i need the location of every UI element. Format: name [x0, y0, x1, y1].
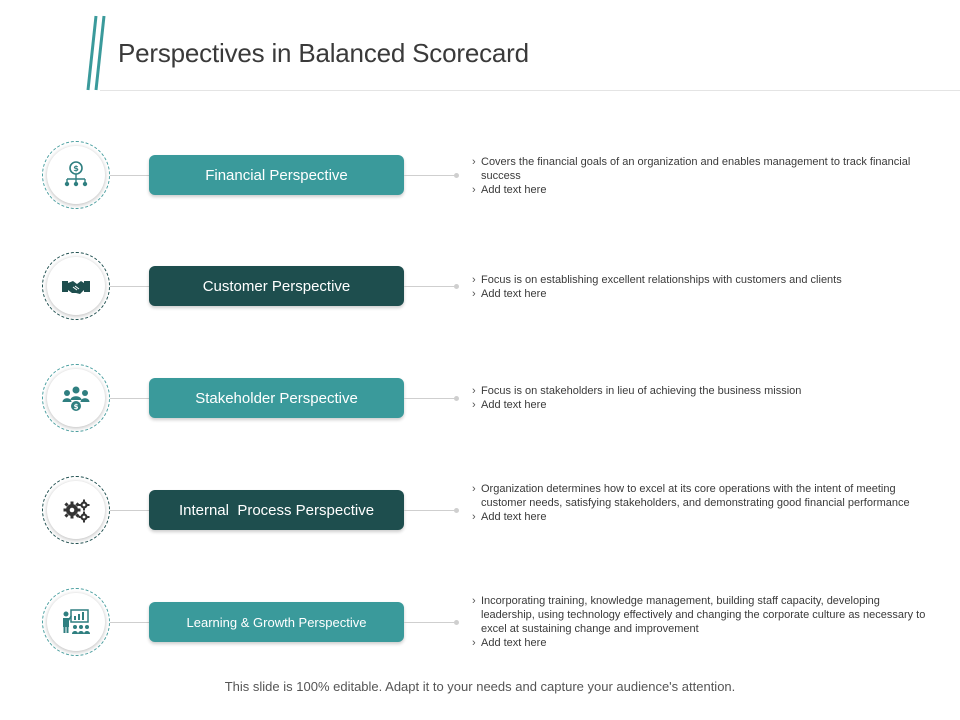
bullet-text: › Add text here [472, 510, 932, 524]
bullet-text: › Add text here [472, 398, 932, 412]
stakeholder-group-icon [61, 383, 91, 413]
icon-ring [42, 252, 110, 320]
bullet-text: › Add text here [472, 636, 932, 650]
gears-icon [61, 495, 91, 525]
icon-ring [42, 476, 110, 544]
perspective-row-customer [0, 252, 960, 322]
handshake-icon [61, 271, 91, 301]
bullet-text: › Add text here [472, 183, 932, 197]
perspective-row-internal-process [0, 476, 960, 546]
perspective-row-learning-growth [0, 588, 960, 658]
bullet-text: › Covers the financial goals of an organization and enables management to track financial success [472, 155, 932, 183]
perspective-row-financial [0, 141, 960, 211]
bullet-text: › Focus is on establishing excellent relationships with customers and clients [472, 273, 932, 287]
learning-growth-perspective-label: Learning & Growth Perspective [149, 602, 404, 642]
internal-process-perspective-label: Internal Process Perspective [149, 490, 404, 530]
bullet-text: › Incorporating training, knowledge management, building staff capacity, developing leadership, using technology effectively and changing the corporate culture as necessary to excel at sustaining change and improvement [472, 594, 932, 636]
financial-perspective-label: Financial Perspective [149, 155, 404, 195]
stakeholder-perspective-label: Stakeholder Perspective [149, 378, 404, 418]
customer-description [472, 273, 932, 301]
icon-ring [42, 141, 110, 209]
bullet-text: › Organization determines how to excel at its core operations with the intent of meeting customer needs, satisfying stakeholders, and demonstrating good financial performance [472, 482, 932, 510]
perspective-row-stakeholder [0, 364, 960, 434]
accent-slashes [0, 0, 120, 100]
internal-process-description [472, 482, 932, 524]
title-divider [100, 90, 960, 91]
learning-growth-description [472, 594, 932, 650]
financial-description [472, 155, 932, 197]
page-title: Perspectives in Balanced Scorecard [118, 38, 529, 68]
customer-perspective-label: Customer Perspective [149, 266, 404, 306]
footer-note: This slide is 100% editable. Adapt it to your needs and capture your audience's attention. [224, 679, 736, 694]
presentation-audience-icon [61, 607, 91, 637]
stakeholder-description [472, 384, 932, 412]
dollar-network-icon [61, 160, 91, 190]
svg-text:$: $ [73, 164, 79, 173]
icon-ring [42, 588, 110, 656]
bullet-text: › Add text here [472, 287, 932, 301]
icon-ring [42, 364, 110, 432]
bullet-text: › Focus is on stakeholders in lieu of achieving the business mission [472, 384, 932, 398]
svg-text:$: $ [73, 403, 79, 411]
